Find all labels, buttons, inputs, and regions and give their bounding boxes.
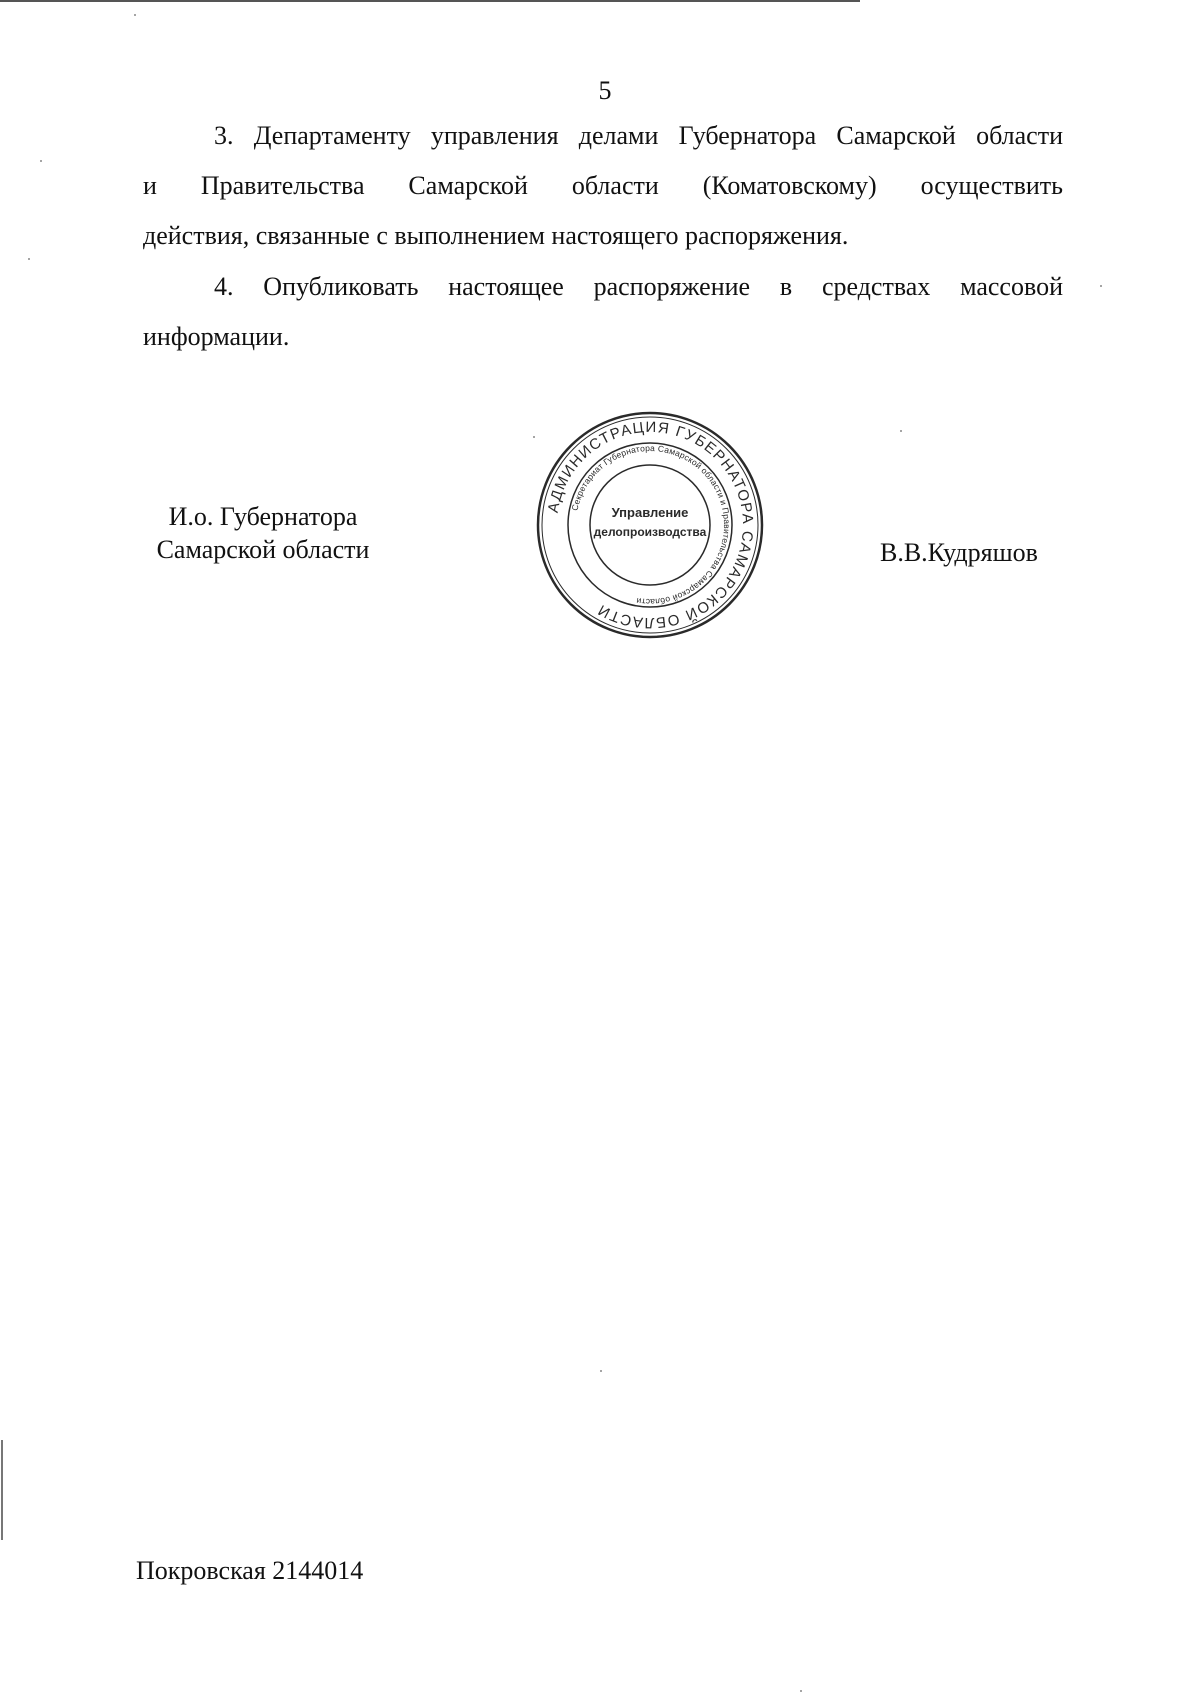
paragraph-line: 3. Департаменту управления делами Губернатора Самарской области — [214, 121, 1063, 150]
seal-outer-text: АДМИНИСТРАЦИЯ ГУБЕРНАТОРА САМАРСКОЙ ОБЛАСТИ — [544, 418, 757, 632]
paragraph-line: информации. — [143, 322, 290, 351]
signer-title-line: Самарской области — [156, 535, 370, 564]
signer-title — [143, 500, 383, 566]
scan-speck — [134, 14, 136, 16]
scan-speck — [28, 258, 30, 260]
paragraph-line: 4. Опубликовать настоящее распоряжение в средствах массовой — [214, 272, 1063, 301]
scan-edge-left — [1, 1440, 3, 1540]
paragraph-line: действия, связанные с выполнением настоящего распоряжения. — [143, 221, 849, 250]
executor-note: Покровская 2144014 — [136, 1556, 364, 1585]
seal-center-line: Управление — [611, 505, 689, 520]
paragraph-line: и Правительства Самарской области (Коматовскому) осуществить — [143, 171, 1063, 200]
official-seal — [535, 410, 765, 640]
paragraph-3 — [143, 111, 1063, 261]
seal-center-line: делопроизводства — [593, 525, 707, 539]
signer-name: В.В.Кудряшов — [880, 538, 1038, 567]
scan-speck — [1100, 285, 1102, 287]
signer-title-line: И.о. Губернатора — [168, 502, 358, 531]
scan-speck — [800, 1690, 802, 1692]
scan-speck — [900, 430, 902, 432]
page-number: 5 — [598, 76, 612, 105]
scan-speck — [40, 160, 42, 162]
scan-speck — [600, 1370, 602, 1372]
paragraph-4 — [143, 262, 1063, 362]
seal-inner-text: Секретариат Губернатора Самарской области и Правительства Самарской области — [569, 442, 733, 608]
scan-edge-top — [0, 0, 860, 2]
